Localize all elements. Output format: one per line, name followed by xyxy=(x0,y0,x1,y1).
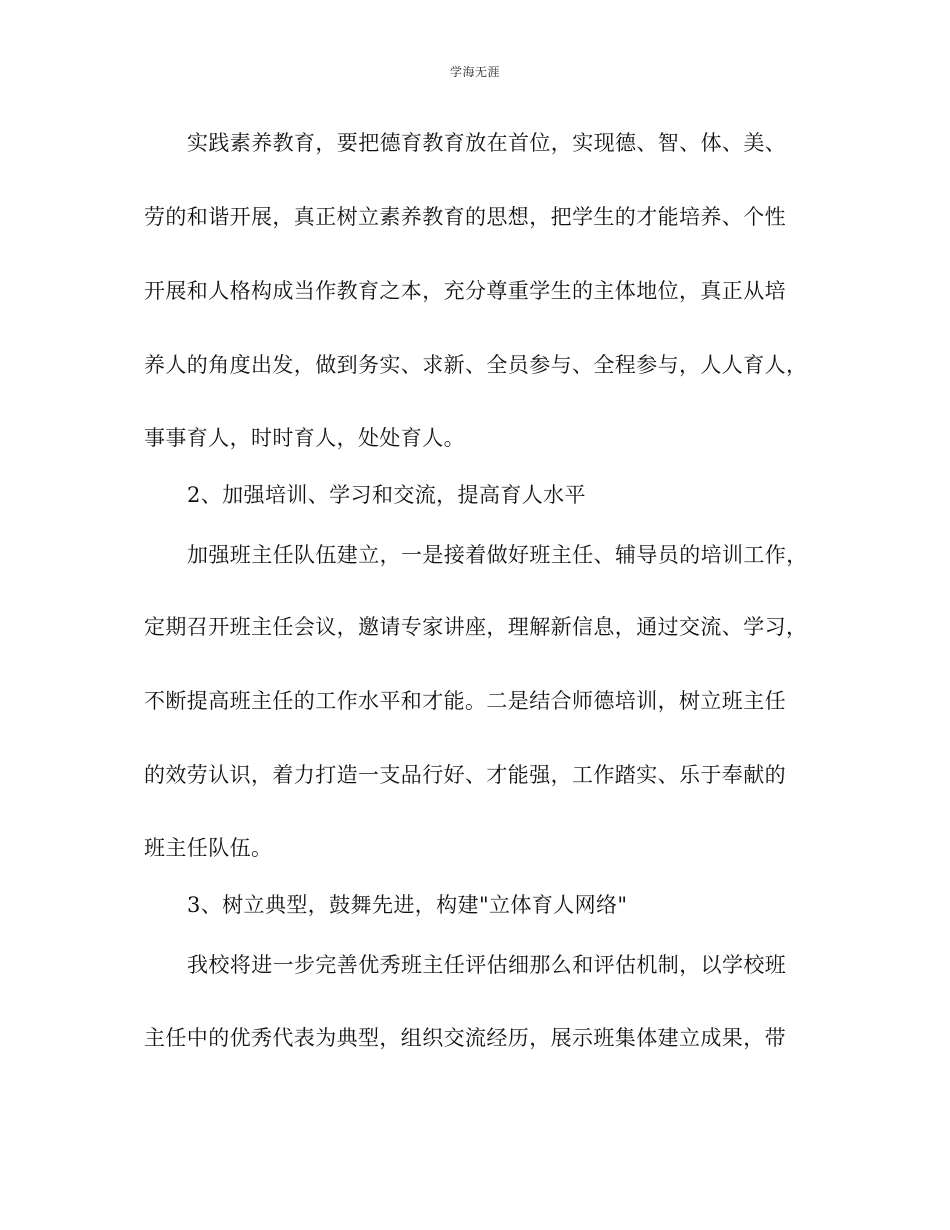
text-line: 实践素养教育，要把德育教育放在首位，实现德、智、体、美、 xyxy=(187,131,787,155)
text-line: 主任中的优秀代表为典型，组织交流经历，展示班集体建立成果，带 xyxy=(144,1026,786,1050)
text-line: 加强班主任队伍建立，一是接着做好班主任、辅导员的培训工作， xyxy=(187,543,808,567)
text-line: 定期召开班主任会议，邀请专家讲座，理解新信息，通过交流、学习， xyxy=(144,615,808,639)
text-line: 开展和人格构成当作教育之本，充分尊重学生的主体地位，真正从培 xyxy=(144,279,786,303)
text-line: 班主任队伍。 xyxy=(144,836,273,860)
text-line: 我校将进一步完善优秀班主任评估细那么和评估机制，以学校班 xyxy=(187,953,787,977)
section-heading: 2、加强培训、学习和交流，提高育人水平 xyxy=(187,483,586,507)
section-heading: 3、树立典型，鼓舞先进，构建"立体育人网络" xyxy=(187,893,628,917)
text-line: 事事育人，时时育人，处处育人。 xyxy=(144,426,465,450)
page-header: 学海无涯 xyxy=(449,65,500,79)
text-line: 不断提高班主任的工作水平和才能。二是结合师德培训，树立班主任 xyxy=(144,689,786,713)
text-line: 劳的和谐开展，真正树立素养教育的思想，把学生的才能培养、个性 xyxy=(144,205,786,229)
text-line: 的效劳认识，着力打造一支品行好、才能强，工作踏实、乐于奉献的 xyxy=(144,763,786,787)
text-line: 养人的角度出发，做到务实、求新、全员参与、全程参与，人人育人， xyxy=(144,353,808,377)
